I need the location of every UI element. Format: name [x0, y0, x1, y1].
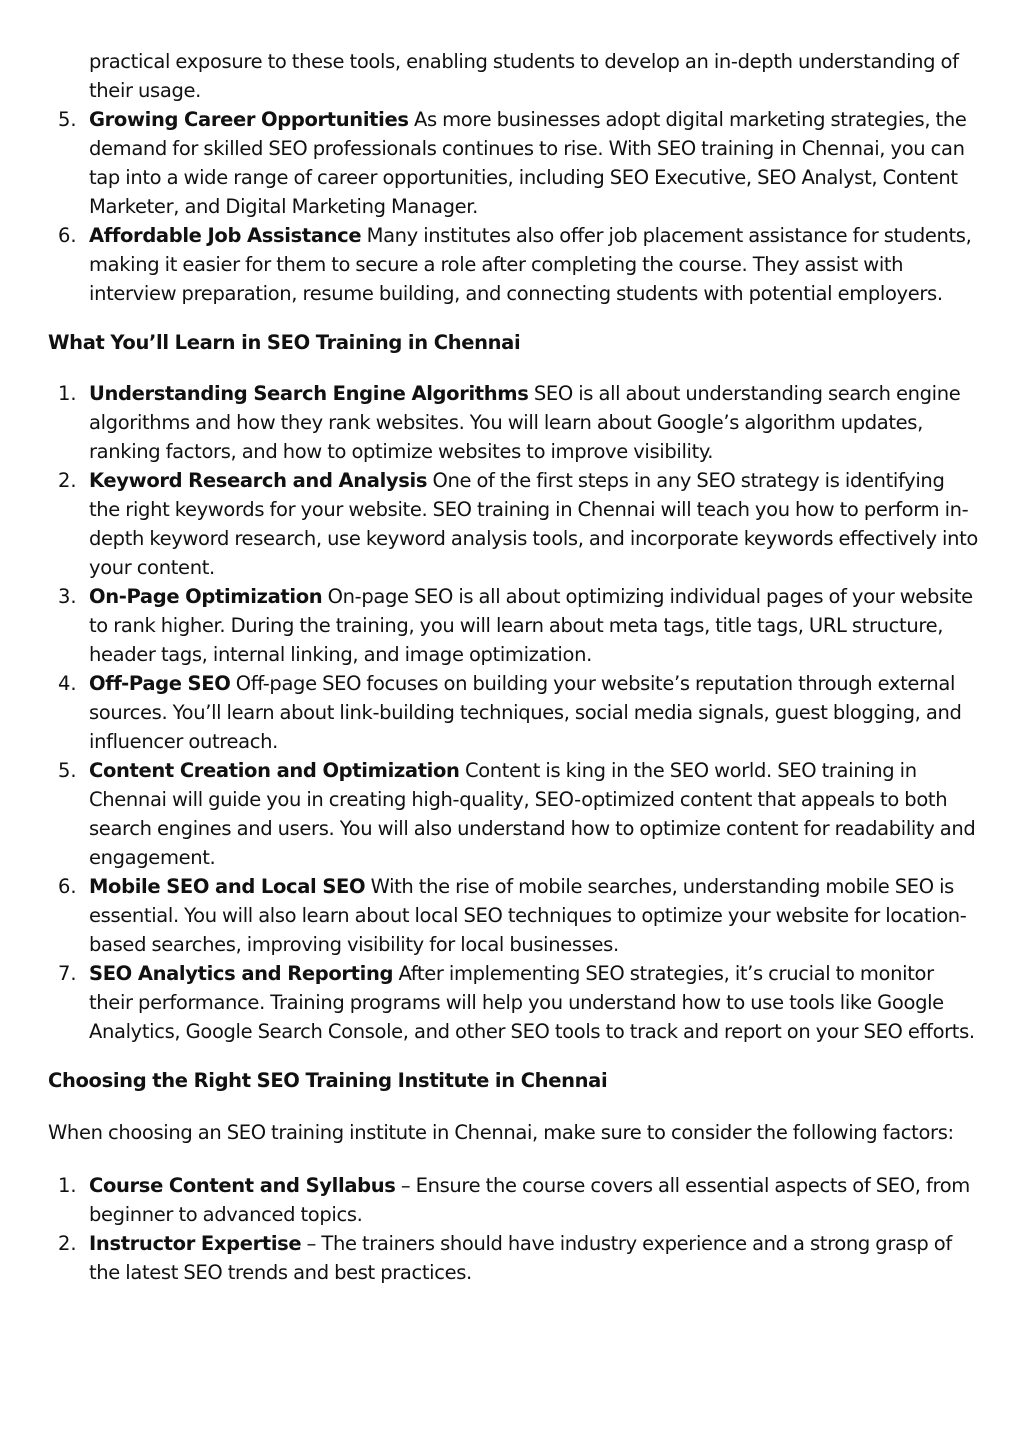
section-heading-learn: What You’ll Learn in SEO Training in Chennai	[48, 331, 521, 354]
benefits-list	[48, 105, 978, 308]
list-number: 2.	[58, 1232, 77, 1255]
list-number: 5.	[58, 759, 77, 782]
list-item	[48, 756, 978, 872]
list-item-text: With the rise of mobile searches, understanding mobile SEO is essential. You will also learn about local SEO techniques to optimize your website for location-based searches, improving visibility for local businesses.	[89, 875, 967, 956]
list-item-text: SEO is all about understanding search engine algorithms and how they rank websites. You will learn about Google’s algorithm updates, ranking factors, and how to optimize websites to improve visibility.	[89, 382, 961, 463]
list-item	[48, 959, 978, 1046]
list-number: 2.	[58, 469, 77, 492]
list-item	[48, 582, 978, 669]
list-item	[48, 105, 978, 221]
list-item	[48, 221, 978, 308]
list-item-text: Off-page SEO focuses on building your website’s reputation through external sources. You’ll learn about link-building techniques, social media signals, guest blogging, and influencer outreach.	[89, 672, 962, 753]
list-number: 5.	[58, 108, 77, 131]
list-number: 1.	[58, 1174, 77, 1197]
list-item-title: Affordable Job Assistance	[89, 224, 362, 247]
list-item-text: Many institutes also offer job placement assistance for students, making it easier for them to secure a role after completing the course. They assist with interview preparation, resume building, and connecting students with potential employers.	[89, 224, 972, 305]
list-number: 3.	[58, 585, 77, 608]
learn-list	[48, 379, 978, 1046]
choose-list	[48, 1171, 978, 1287]
list-item-text: On-page SEO is all about optimizing individual pages of your website to rank higher. During the training, you will learn about meta tags, title tags, URL structure, header tags, internal linking, and image optimization.	[89, 585, 973, 666]
list-item	[48, 872, 978, 959]
list-item-title: Keyword Research and Analysis	[89, 469, 428, 492]
list-item-title: Understanding Search Engine Algorithms	[89, 382, 529, 405]
list-item	[48, 466, 978, 582]
list-item-title: Growing Career Opportunities	[89, 108, 409, 131]
list-number: 6.	[58, 875, 77, 898]
list-item	[48, 1171, 978, 1229]
list-item-title: SEO Analytics and Reporting	[89, 962, 394, 985]
list-item-text: One of the first steps in any SEO strategy is identifying the right keywords for your website. SEO training in Chennai will teach you how to perform in-depth keyword research, use keyword analysis tools, and incorporate keywords effectively into your content.	[89, 469, 978, 579]
list-item-text: After implementing SEO strategies, it’s crucial to monitor their performance. Training programs will help you understand how to use tools like Google Analytics, Google Search Console, and other SEO tools to track and report on your SEO efforts.	[89, 962, 975, 1043]
list-item-text: – Ensure the course covers all essential aspects of SEO, from beginner to advanced topics.	[89, 1174, 970, 1226]
list-item-text: Content is king in the SEO world. SEO training in Chennai will guide you in creating high-quality, SEO-optimized content that appeals to both search engines and users. You will also understand how to optimize content for readability and engagement.	[89, 759, 976, 869]
list-number: 4.	[58, 672, 77, 695]
list-item-text: – The trainers should have industry experience and a strong grasp of the latest SEO trends and best practices.	[89, 1232, 952, 1284]
list-item-title: Off-Page SEO	[89, 672, 231, 695]
intro-continuation: practical exposure to these tools, enabling students to develop an in-depth understanding of their usage.	[89, 50, 959, 102]
list-item	[48, 1229, 978, 1287]
list-number: 1.	[58, 382, 77, 405]
list-item	[48, 379, 978, 466]
list-item-title: Content Creation and Optimization	[89, 759, 460, 782]
list-number: 6.	[58, 224, 77, 247]
list-item-text: As more businesses adopt digital marketing strategies, the demand for skilled SEO professionals continues to rise. With SEO training in Chennai, you can tap into a wide range of career opportunities, including SEO Executive, SEO Analyst, Content Marketer, and Digital Marketing Manager.	[89, 108, 967, 218]
list-item-title: Mobile SEO and Local SEO	[89, 875, 366, 898]
list-item	[48, 669, 978, 756]
choose-intro-paragraph: When choosing an SEO training institute in Chennai, make sure to consider the following factors:	[48, 1121, 954, 1144]
list-item-title: Course Content and Syllabus	[89, 1174, 396, 1197]
list-item-title: On-Page Optimization	[89, 585, 323, 608]
document-page	[48, 47, 978, 1287]
list-number: 7.	[58, 962, 77, 985]
section-heading-choose: Choosing the Right SEO Training Institute in Chennai	[48, 1069, 608, 1092]
list-item-title: Instructor Expertise	[89, 1232, 302, 1255]
